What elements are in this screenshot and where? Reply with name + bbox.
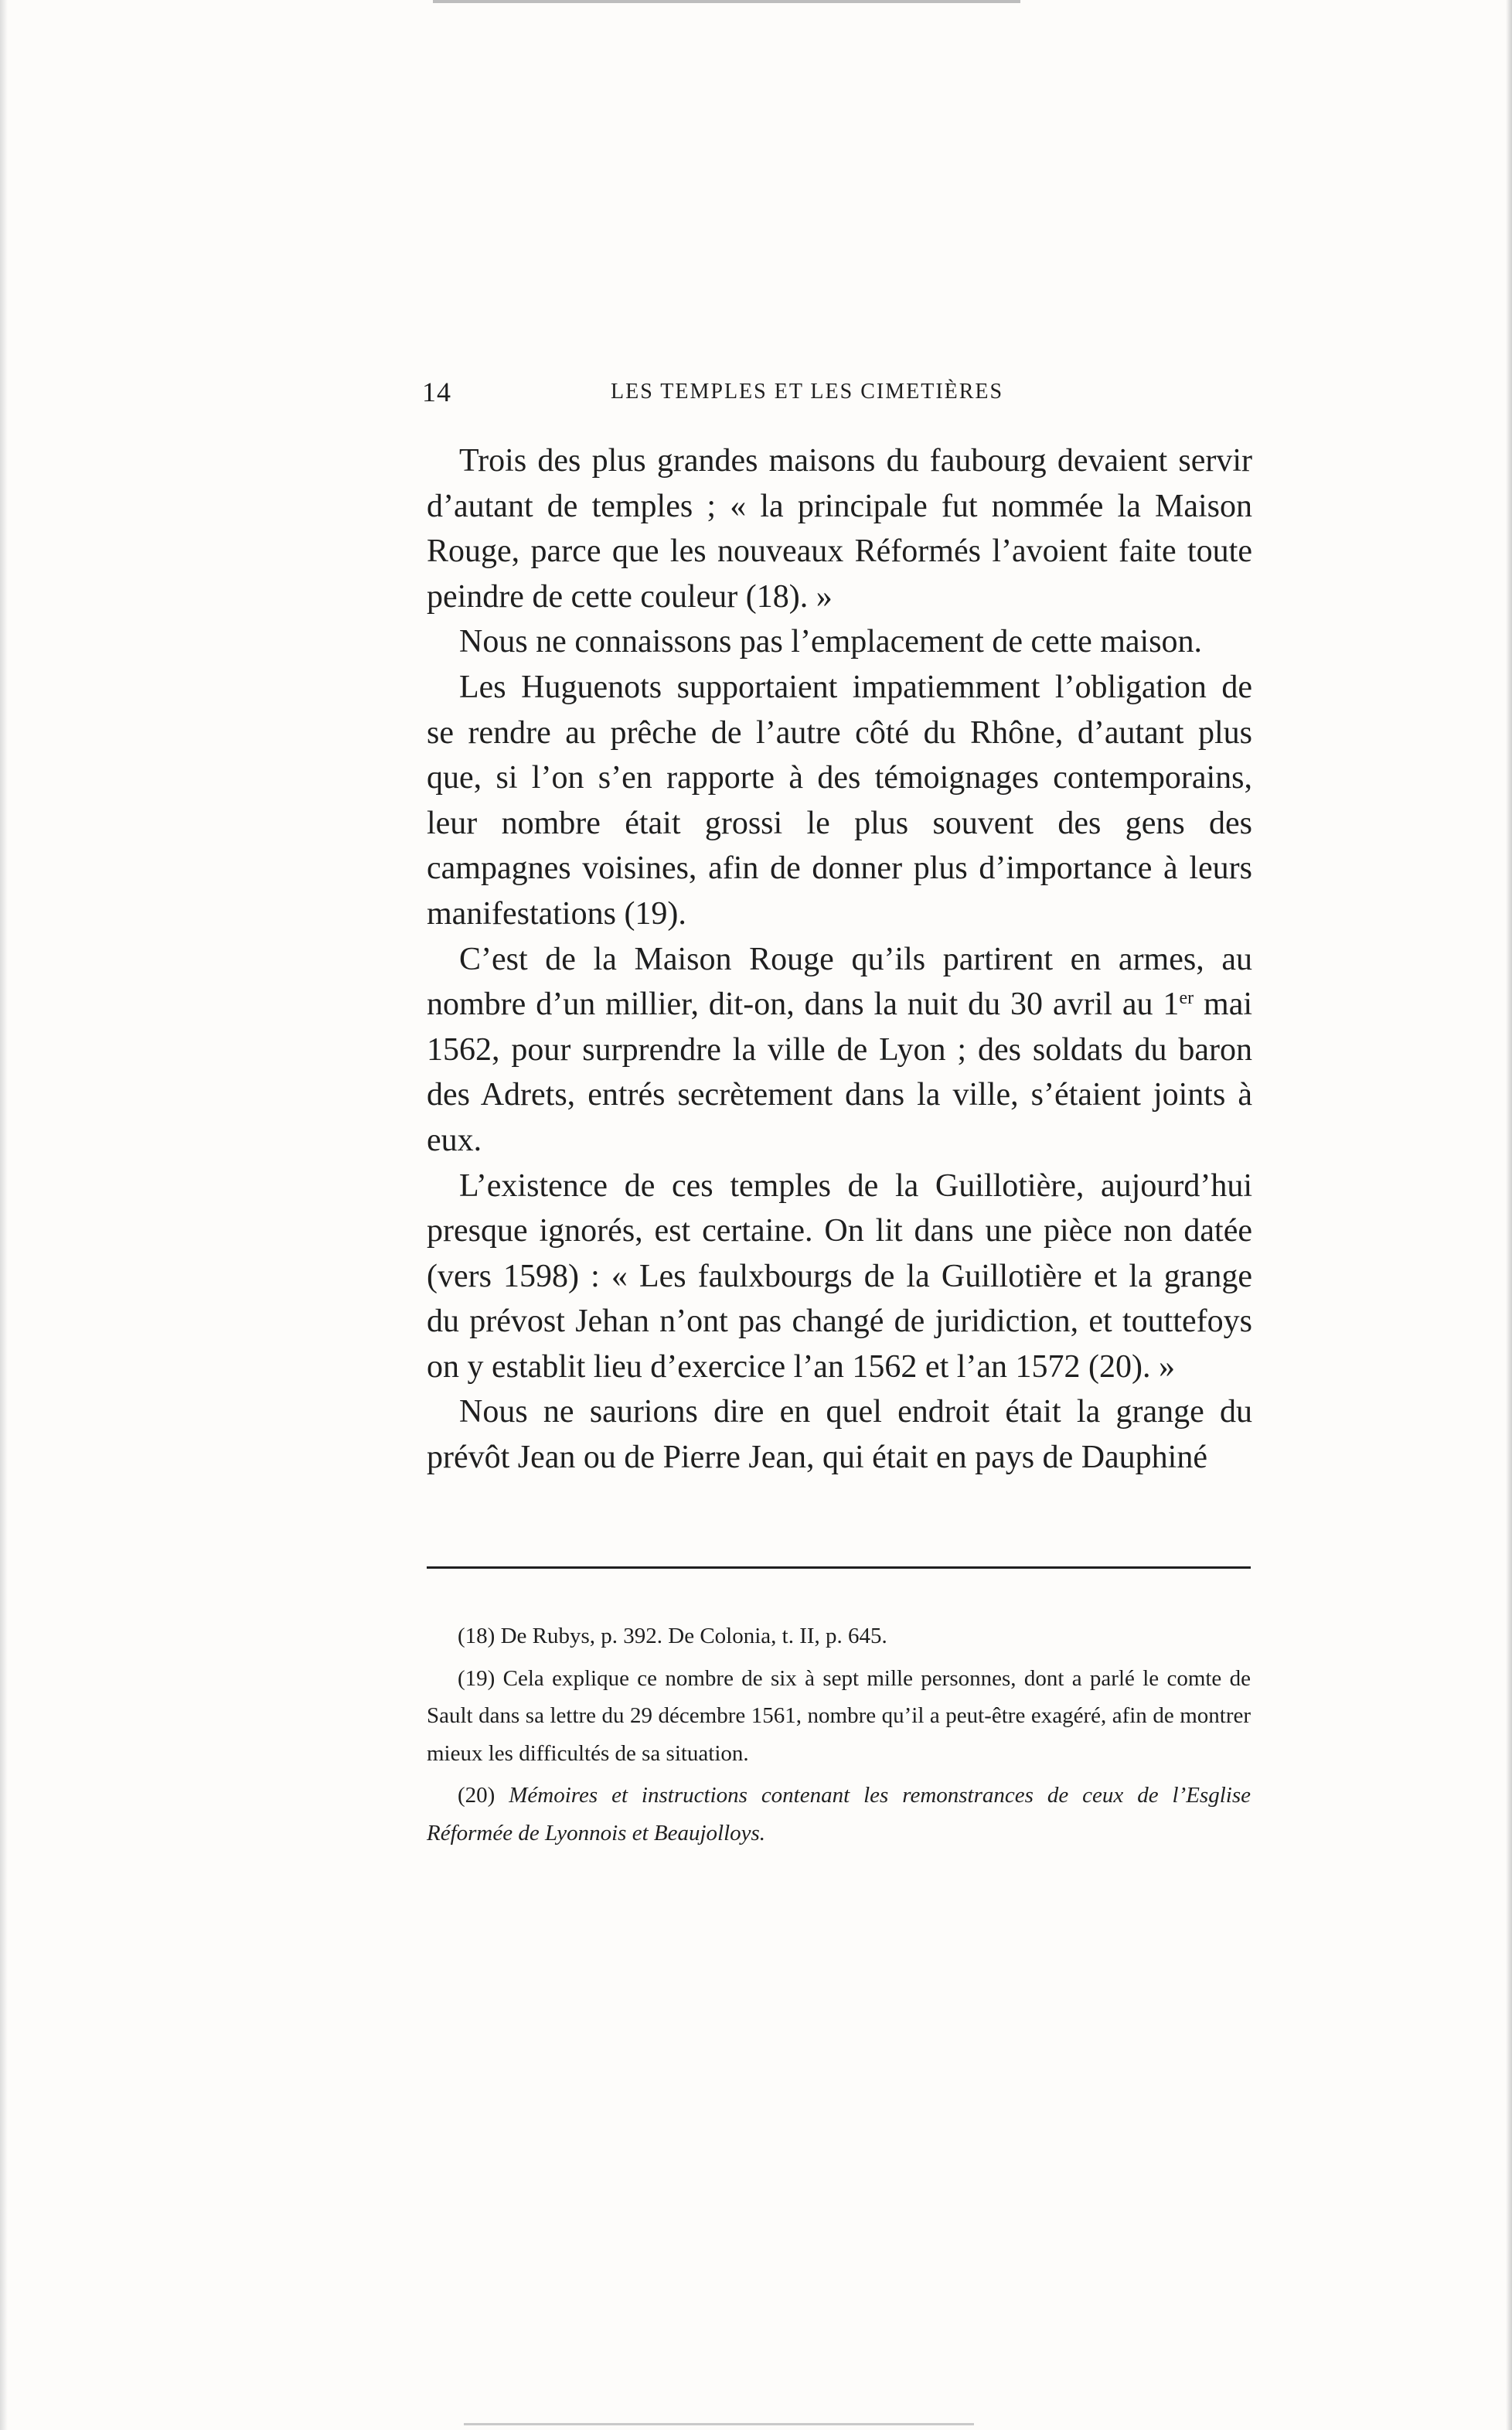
paragraph-grange: Nous ne saurions dire en quel endroit était la grange du prévôt Jean ou de Pierre Jean, qui était en pays de Dauphiné [427,1394,1252,1476]
footnote-divider [427,1566,1251,1569]
paragraph-armes-end: mai 1562, pour surprendre la ville de Lyon ; des soldats du baron des Adrets, entrés secrètement dans la ville, s’étaient joints à eux. [427,987,1253,1158]
paragraph-huguenots: Les Huguenots supportaient impatiemment l’obligation de se rendre au prêche de l’autre côté du Rhône, d’autant plus que, si l’on s’en rapporte à des témoignages contemporains, leur nombre était grossi le plus souvent des gens des campagnes voisines, afin de donner plus d’importance à leurs manifestations (19). [427,669,1252,932]
paragraph-armes-start: C’est de la Maison Rouge qu’ils partirent en armes, au nombre d’un millier, dit-on, dans la nuit du 30 avril au 1 [427,941,1252,1023]
scan-left-edge [0,0,8,2430]
ordinal-superscript: er [1179,988,1194,1009]
footnote-20-title: Mémoires et instructions contenant les remonstrances de ceux de l’Esglise Réformée de Lyonnois et Beaujolloys. [427,1783,1251,1846]
footnote-20-marker: (20) [458,1783,509,1808]
scan-right-edge [1506,0,1512,2430]
scan-bottom-edge [464,2423,974,2425]
page-number: 14 [422,377,451,407]
scan-top-edge [433,0,1020,3]
footnote-20 [427,1777,1251,1852]
running-header: LES TEMPLES ET LES CIMETIÈRES [611,380,1004,404]
body-text [427,438,1252,1481]
footnotes [427,1617,1251,1856]
footnote-18: (18) De Rubys, p. 392. De Colonia, t. II, p. 645. [458,1624,887,1648]
paragraph-emplacement: Nous ne connaissons pas l’emplacement de cette maison. [459,624,1203,660]
paragraph-armes [427,937,1252,1164]
paragraph-guillotiere: L’existence de ces temples de la Guillotière, aujourd’hui presque ignorés, est certaine. On lit dans une pièce non datée (vers 1598) : « Les faulxbourgs de la Guillotière et la grange du prévost Jehan n’ont pas changé de juridiction, et touttefoys on y establit lieu d’exercice l’an 1562 et l’an 1572 (20). » [427,1167,1252,1385]
paragraph-maison-rouge: Trois des plus grandes maisons du faubourg devaient servir d’autant de temples ; « la principale fut nommée la Maison Rouge, parce que les nouveaux Réformés l’avoient faite toute peindre de cette couleur (18). » [427,443,1252,615]
footnote-19: (19) Cela explique ce nombre de six à sept mille personnes, dont a parlé le comte de Sault dans sa lettre du 29 décembre 1561, nombre qu’il a peut-être exagéré, afin de montrer mieux les difficultés de sa situation. [427,1665,1251,1766]
